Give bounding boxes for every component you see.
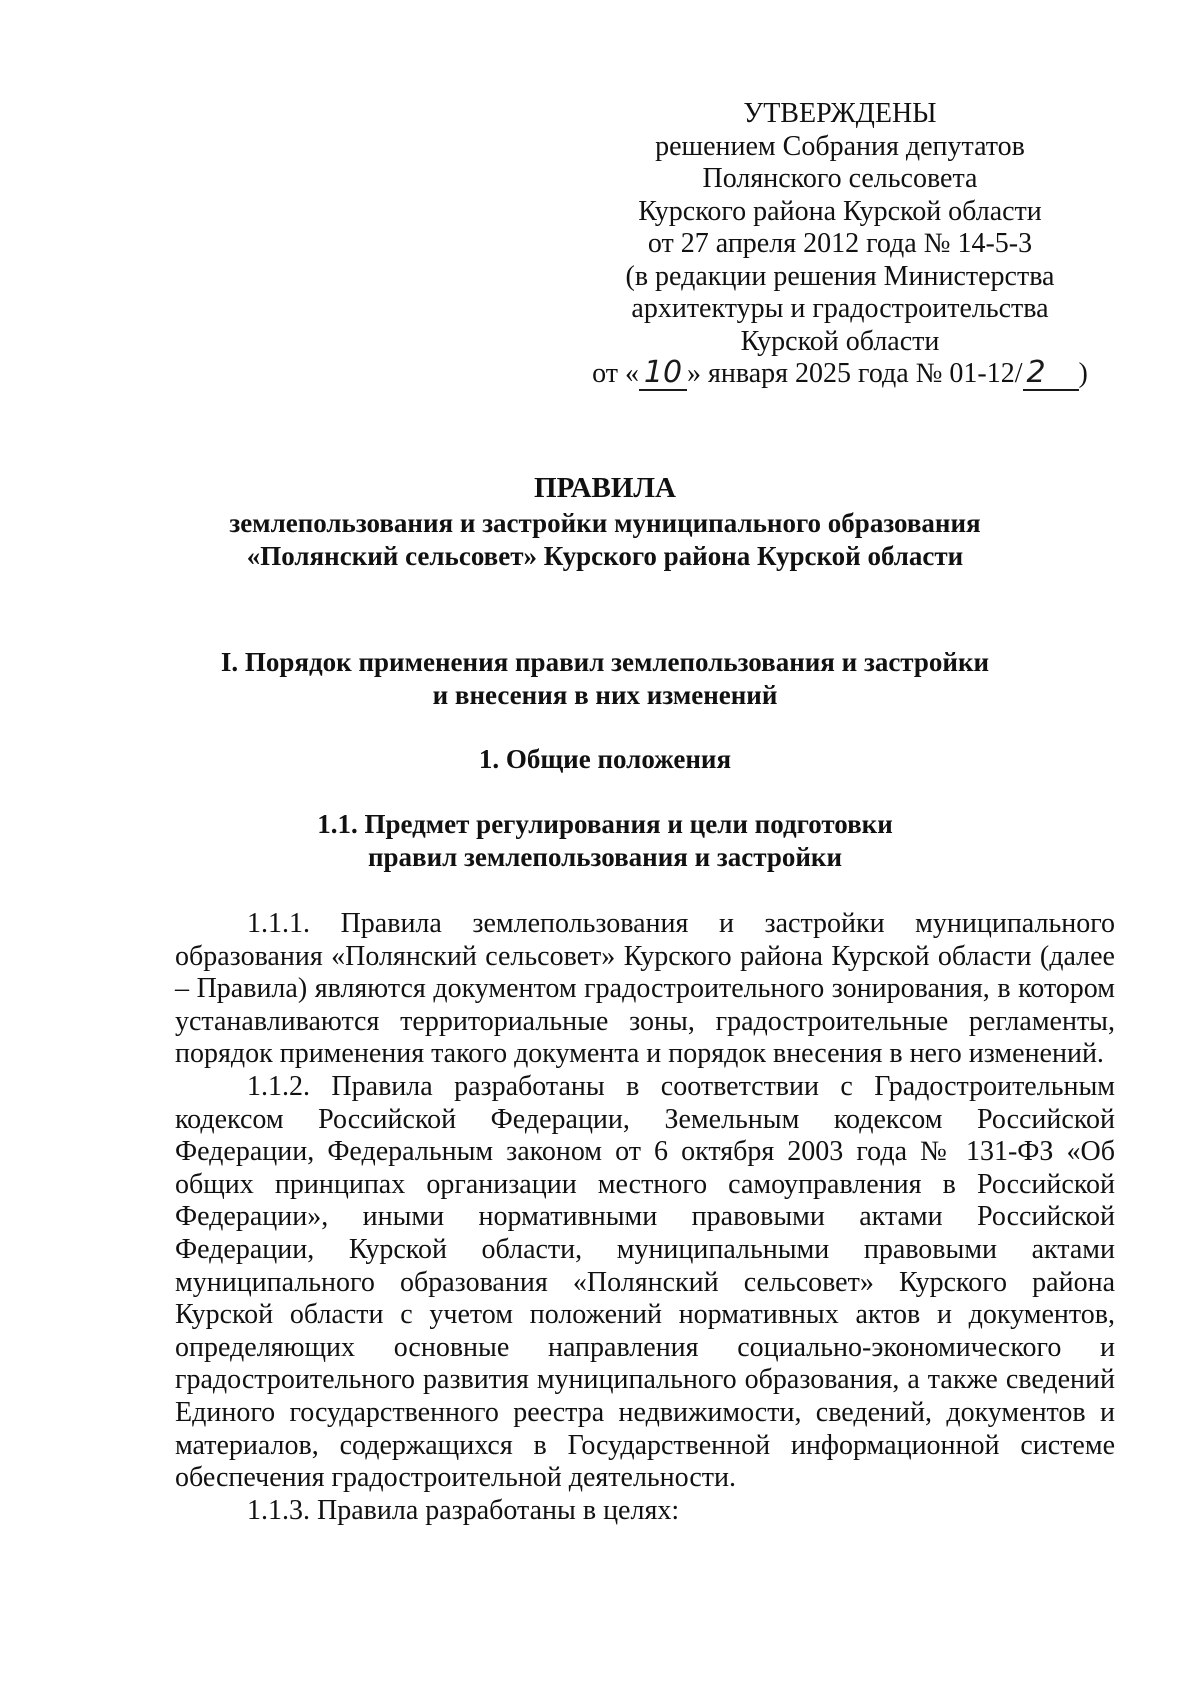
- section-line: и внесения в них изменений: [432, 680, 778, 710]
- section-heading: [140, 646, 1070, 712]
- subtitle-line: землепользования и застройки муниципального образования: [229, 508, 981, 538]
- approval-date-line: [585, 355, 1095, 391]
- approval-line: архитектуры и градостроительства: [631, 293, 1049, 324]
- date-prefix: от «: [592, 358, 640, 389]
- paragraph-1-1-2: 1.1.2. Правила разработаны в соответствии с Градостроительным кодексом Российской Федерации, Земельным кодексом Российской Федерации, Федеральным законом от 6 октября 2003 года № 131-ФЗ «Об общих принципах организации местного самоуправления в Российской Федерации», иными нормативными правовыми актами Российской Федерации, Курской области, муниципальными правовыми актами муниципального образования «Полянский сельсовет» Курского района Курской области с учетом положений нормативных актов и документов, определяющих основные направления социально-экономического и градостроительного развития муниципального образования, а также сведений Единого государственного реестра недвижимости, сведений, документов и материалов, содержащихся в Государственной информационной системе обеспечения градостроительной деятельности.: [175, 1070, 1115, 1494]
- handwritten-doc-number: 2: [1023, 358, 1079, 388]
- subsection-line: правил землепользования и застройки: [367, 842, 843, 872]
- date-suffix: ): [1078, 358, 1088, 389]
- document-subtitle: [140, 507, 1070, 573]
- document-body: [175, 908, 1115, 1527]
- document-title: ПРАВИЛА: [534, 472, 676, 504]
- approval-line: Полянского сельсовета: [702, 163, 978, 194]
- approval-line: решением Собрания депутатов: [655, 130, 1025, 162]
- paragraph-1-1-3: 1.1.3. Правила разработаны в целях:: [247, 1494, 680, 1526]
- chapter-heading: 1. Общие положения: [478, 744, 732, 774]
- approval-line: (в редакции решения Министерства: [625, 260, 1055, 292]
- approval-line: Курского района Курской области: [638, 195, 1042, 227]
- subtitle-line: «Полянский сельсовет» Курского района Курской области: [246, 541, 964, 571]
- subsection-line: 1.1. Предмет регулирования и цели подготовки: [317, 809, 893, 839]
- handwritten-day: 10: [639, 358, 687, 388]
- approval-heading: УТВЕРЖДЕНЫ: [743, 98, 937, 129]
- subsection-heading: [140, 808, 1070, 874]
- approval-line: Курской области: [740, 325, 940, 357]
- approval-block: [585, 98, 1095, 391]
- paragraph-1-1-1: 1.1.1. Правила землепользования и застройки муниципального образования «Полянский сельсовет» Курского района Курской области (далее – Правила) являются документом градостроительного зонирования, в котором устанавливаются территориальные зоны, градостроительные регламенты, порядок применения такого документа и порядок внесения в него изменений.: [175, 908, 1115, 1070]
- approval-line: от 27 апреля 2012 года № 14-5-3: [647, 228, 1033, 259]
- date-middle: » января 2025 года № 01-12/: [687, 358, 1023, 389]
- section-line: I. Порядок применения правил землепользования и застройки: [220, 647, 990, 677]
